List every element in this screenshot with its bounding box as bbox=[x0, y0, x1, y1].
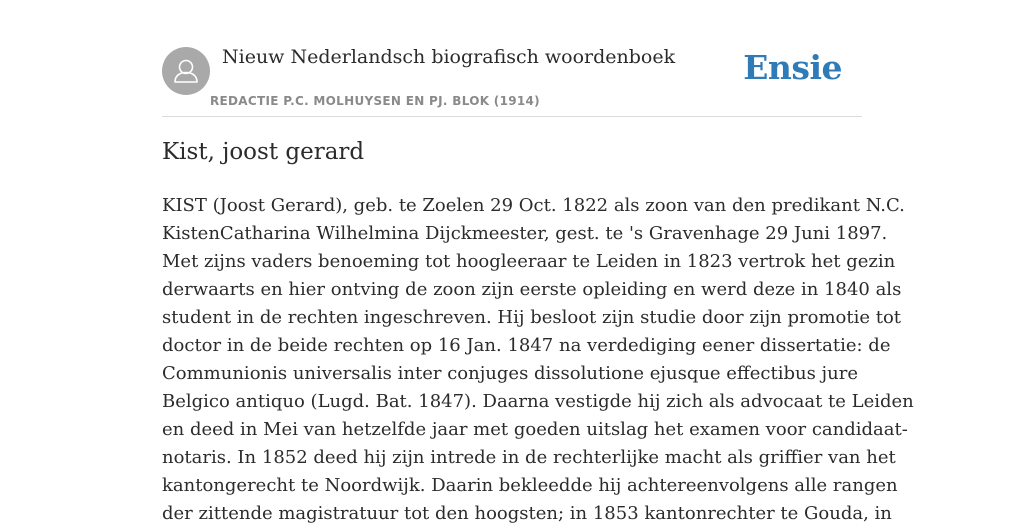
header bbox=[162, 44, 862, 117]
body-line: Met zijns vaders benoeming tot hoogleeraar te Leiden in 1823 vertrok het gezin bbox=[162, 251, 896, 272]
body-line: Belgico antiquo (Lugd. Bat. 1847). Daarna vestigde hij zich als advocaat te Leiden bbox=[162, 391, 914, 412]
body-line: en deed in Mei van hetzelfde jaar met goeden uitslag het examen voor candidaat- bbox=[162, 419, 908, 440]
body-line: derwaarts en hier ontving de zoon zijn eerste opleiding en werd deze in 1840 als bbox=[162, 279, 902, 300]
entry-body bbox=[162, 192, 914, 528]
brand-logo[interactable]: Ensie bbox=[743, 48, 842, 87]
body-line: doctor in de beide rechten op 16 Jan. 1847 na verdediging eener dissertatie: de bbox=[162, 335, 891, 356]
body-line: notaris. In 1852 deed hij zijn intrede in de rechterlijke macht als griffier van het bbox=[162, 447, 896, 468]
body-line: Communionis universalis inter conjuges dissolutione ejusque effectibus jure bbox=[162, 363, 858, 384]
avatar[interactable] bbox=[162, 47, 210, 95]
body-line: kantongerecht te Noordwijk. Daarin bekleedde hij achtereenvolgens alle rangen bbox=[162, 475, 898, 496]
book-editors: REDACTIE P.C. MOLHUYSEN EN PJ. BLOK (1914) bbox=[210, 94, 540, 108]
body-line: der zittende magistratuur tot den hoogsten; in 1853 kantonrechter te Gouda, in bbox=[162, 503, 892, 524]
body-line: KIST (Joost Gerard), geb. te Zoelen 29 Oct. 1822 als zoon van den predikant N.C. bbox=[162, 195, 905, 216]
book-title-link[interactable]: Nieuw Nederlandsch biografisch woordenboek bbox=[222, 46, 676, 68]
body-line: KistenCatharina Wilhelmina Dijckmeester, gest. te 's Gravenhage 29 Juni 1897. bbox=[162, 223, 888, 244]
body-line: student in de rechten ingeschreven. Hij besloot zijn studie door zijn promotie tot bbox=[162, 307, 902, 328]
entry-title: Kist, joost gerard bbox=[162, 139, 365, 165]
user-icon bbox=[162, 47, 210, 95]
